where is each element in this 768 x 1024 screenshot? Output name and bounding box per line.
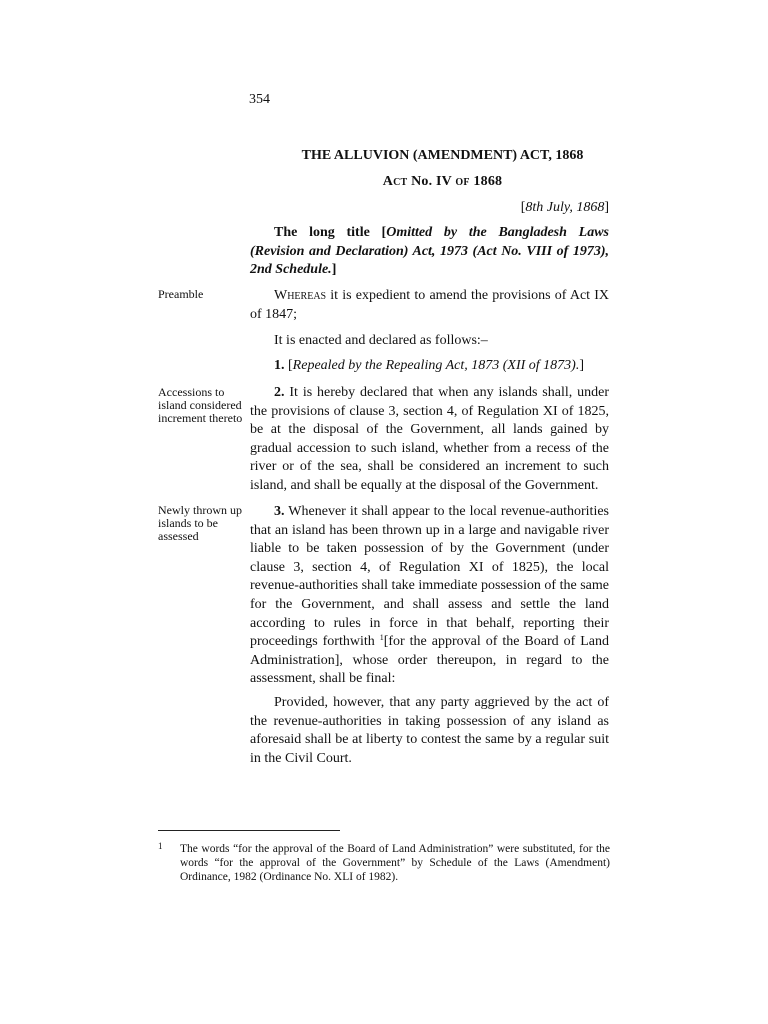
- preamble-text: it is expedient to amend the provisions of Act IX of 1847;: [250, 288, 609, 322]
- section-3: [250, 503, 609, 689]
- long-title-omitted: Omitted by the Bangladesh Laws (Revision and Declaration) Act, 1973 (Act No. VIII of 1973), 2nd Schedule.: [250, 225, 609, 278]
- preamble-paragraph: [250, 287, 609, 324]
- margin-note-preamble: Preamble: [158, 287, 204, 301]
- margin-note-accessions: Accessions to island considered increment thereto: [158, 385, 243, 426]
- section-2-text: It is hereby declared that when any islands shall, under the provisions of clause 3, section 4, of Regulation XI of 1825, be at the disposal of the Government, all lands gained by gradual accession to such island, whether from a recess of the river or of the sea, shall be considered an increment to such island, and shall be equally at the disposal of the Government.: [250, 385, 609, 493]
- margin-note-newly-thrown: Newly thrown up islands to be assessed: [158, 503, 242, 544]
- long-title: [250, 224, 609, 280]
- section-2-number: 2.: [274, 385, 285, 400]
- date-text: 8th July, 1868: [525, 200, 605, 215]
- act-title: THE ALLUVION (AMENDMENT) ACT, 1868: [301, 148, 584, 163]
- act-number: [250, 174, 635, 190]
- footnote-text: The words “for the approval of the Board of Land Administration” were substituted, for the words “for the approval of the Government” by Schedule of the Laws (Amendment) Ordinance, 1982 (Ordinance No. XLI of 1982).: [180, 843, 610, 883]
- section-1: [250, 357, 609, 376]
- act-number-act: Act: [382, 174, 408, 189]
- section-3-text-after: [for the approval of the Board of Land Administration], whose order thereupon, in regard to the assessment, shall be final:: [250, 634, 609, 687]
- long-title-prefix: The long title [: [274, 225, 387, 240]
- proviso-paragraph: Provided, however, that any party aggrieved by the act of the revenue-authorities in taking possession of any island as aforesaid shall be at liberty to contest the same by a regular suit in the Civil Court.: [250, 695, 609, 766]
- footnote-marker: 1: [158, 841, 163, 851]
- act-date: [250, 200, 609, 216]
- section-1-number: 1.: [274, 358, 285, 373]
- section-1-close: ]: [579, 358, 584, 373]
- long-title-suffix: ]: [331, 262, 337, 278]
- page-number: 354: [249, 92, 270, 107]
- section-1-open: [: [284, 358, 293, 373]
- act-number-of: of: [455, 174, 470, 189]
- act-number-no: No. IV: [407, 174, 456, 189]
- footnote-reference[interactable]: 1: [379, 633, 384, 643]
- section-2: [250, 384, 609, 496]
- preamble-whereas: Whereas: [274, 288, 327, 303]
- date-close-bracket: ]: [604, 200, 609, 215]
- section-1-text: Repealed by the Repealing Act, 1873 (XII of 1873).: [292, 358, 580, 373]
- act-number-year: 1868: [469, 174, 503, 189]
- footnote-divider: [158, 830, 340, 831]
- section-3-number: 3.: [274, 504, 285, 519]
- enacting-clause: It is enacted and declared as follows:–: [274, 333, 488, 348]
- section-3-text-before: Whenever it shall appear to the local revenue-authorities that an island has been thrown up in a large and navigable river liable to be taken possession of by the Government (under clause 3, section 4, of Regulation XI of 1825), the local revenue-authorities shall take immediate possession of the same for the Government, and shall assess and settle the land according to rules in force in that behalf, reporting their proceedings forthwith: [250, 504, 609, 650]
- date-open-bracket: [: [520, 200, 526, 215]
